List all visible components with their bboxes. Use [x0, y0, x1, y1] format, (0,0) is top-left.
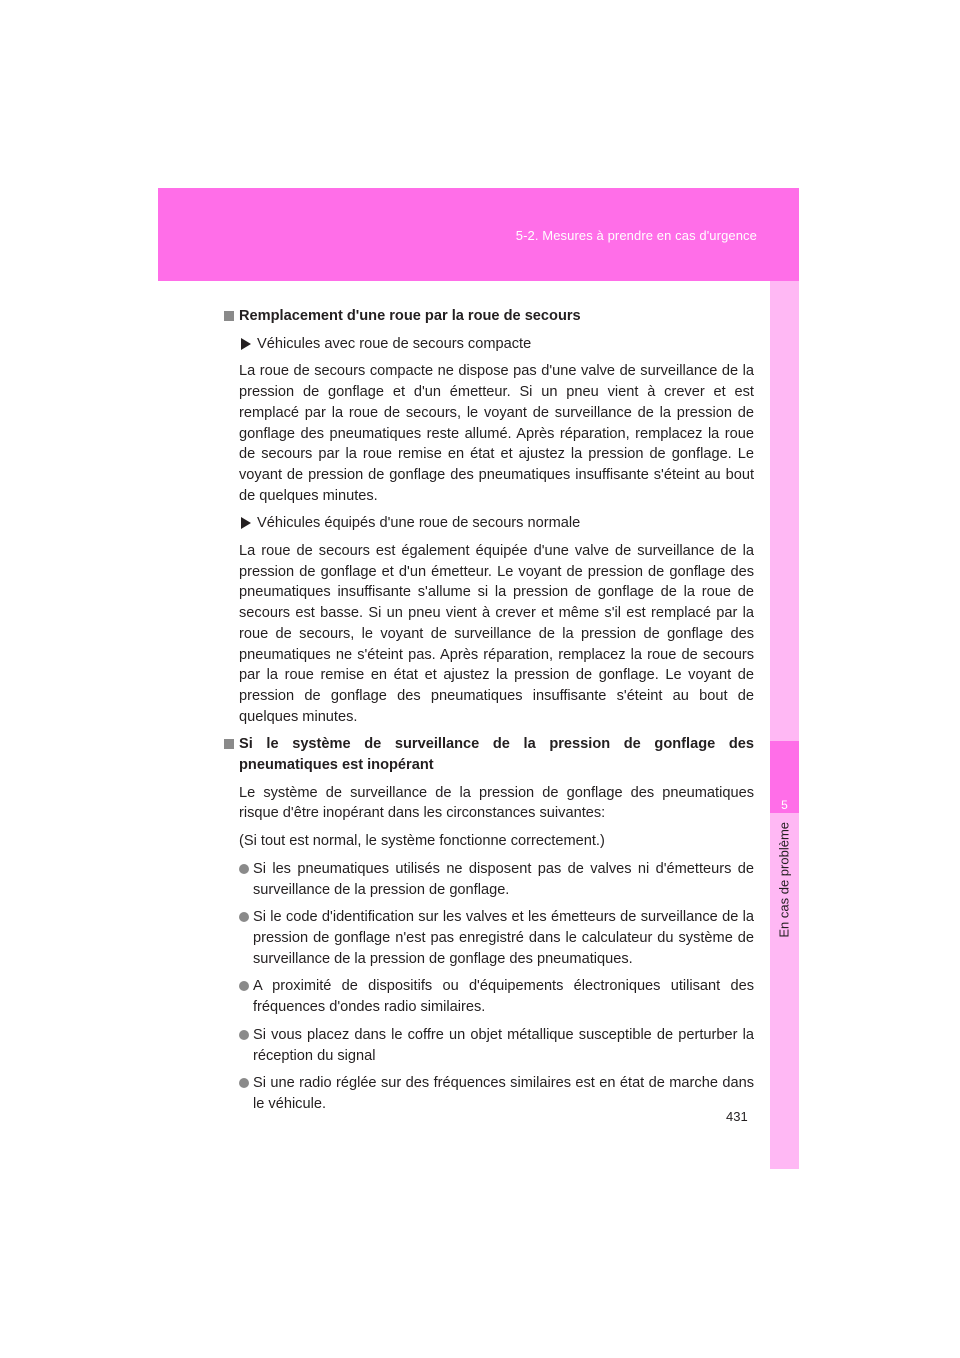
- round-bullet-icon: [239, 1030, 249, 1040]
- list-item-text: Si les pneumatiques utilisés ne disposent pas de valves ni d'émetteurs de surveillance de la pression de gonflage.: [253, 860, 754, 898]
- list-item-text: Si vous placez dans le coffre un objet métallique susceptible de perturber la réception du signal: [253, 1026, 754, 1064]
- list-item: [239, 1025, 754, 1066]
- subsection-label-text: Véhicules avec roue de secours compacte: [257, 335, 532, 352]
- paragraph: Le système de surveillance de la pression de gonflage des pneumatiques risque d'être inopérant dans les circonstances suivantes:: [239, 784, 754, 822]
- triangle-arrow-icon: [241, 517, 251, 529]
- list-item-text: A proximité de dispositifs ou d'équipements électroniques utilisant des fréquences d'ondes radio similaires.: [253, 978, 754, 1016]
- list-item-text: Si le code d'identification sur les valves et les émetteurs de surveillance de la pression de gonflage n'est pas enregistré dans le calculateur du système de surveillance de la pression de gonflage des pneumatiques.: [253, 909, 754, 967]
- list-item: [239, 907, 754, 969]
- chapter-label: En cas de problème: [776, 822, 792, 938]
- list-item: [239, 859, 754, 900]
- subsection-label: [239, 513, 754, 534]
- list-item: [239, 976, 754, 1017]
- header-band: [158, 188, 799, 281]
- list-item-text: Si une radio réglée sur des fréquences similaires est en état de marche dans le véhicule.: [253, 1075, 754, 1112]
- round-bullet-icon: [239, 864, 249, 874]
- square-bullet-icon: [224, 739, 234, 749]
- section-heading: [224, 734, 754, 775]
- page-number: 431: [726, 1109, 748, 1124]
- paragraph: (Si tout est normal, le système fonctionne correctement.): [239, 833, 605, 850]
- chapter-sidebar: [770, 281, 799, 1169]
- section-title: 5-2. Mesures à prendre en cas d'urgence: [515, 228, 757, 243]
- round-bullet-icon: [239, 912, 249, 922]
- paragraph: La roue de secours compacte ne dispose pas d'une valve de surveillance de la pression de gonflage et d'un émetteur. Si un pneu vient à crever et est remplacé par la roue de secours, le voyant de surveillance de la pression de gonflage des pneumatiques reste allumé. Après réparation, remplacez la roue de secours par la roue remise en état et ajustez la pression de gonflage. Le voyant de pression de gonflage des pneumatiques insuffisante s'éteint au bout de quelques minutes.: [239, 363, 754, 504]
- list-item: [239, 1073, 754, 1114]
- section-heading-text: Remplacement d'une roue par la roue de secours: [239, 308, 581, 324]
- chapter-number: 5: [781, 798, 788, 812]
- subsection-label: [239, 334, 754, 355]
- page-content: [224, 306, 754, 1122]
- square-bullet-icon: [224, 311, 234, 321]
- round-bullet-icon: [239, 1078, 249, 1088]
- paragraph: La roue de secours est également équipée d'une valve de surveillance de la pression de gonflage et d'un émetteur. Le voyant de pression de gonflage des pneumatiques insuffisante s'allume si la pression de gonflage de la roue de secours est basse. Si un pneu vient à crever et même s'il est remplacé par la roue de secours, le voyant de surveillance de la pression de gonflage des pneumatiques ne s'éteint pas. Après réparation, remplacez la roue de secours par la roue remise en état et ajustez la pression de gonflage. Le voyant de pression de gonflage des pneumatiques insuffisante s'éteint au bout de quelques minutes.: [239, 543, 754, 725]
- section-heading: [224, 306, 754, 327]
- triangle-arrow-icon: [241, 338, 251, 350]
- section-heading-text: Si le système de surveillance de la pression de gonflage des pneumatiques est inopérant: [239, 736, 754, 774]
- round-bullet-icon: [239, 981, 249, 991]
- subsection-label-text: Véhicules équipés d'une roue de secours normale: [257, 515, 581, 532]
